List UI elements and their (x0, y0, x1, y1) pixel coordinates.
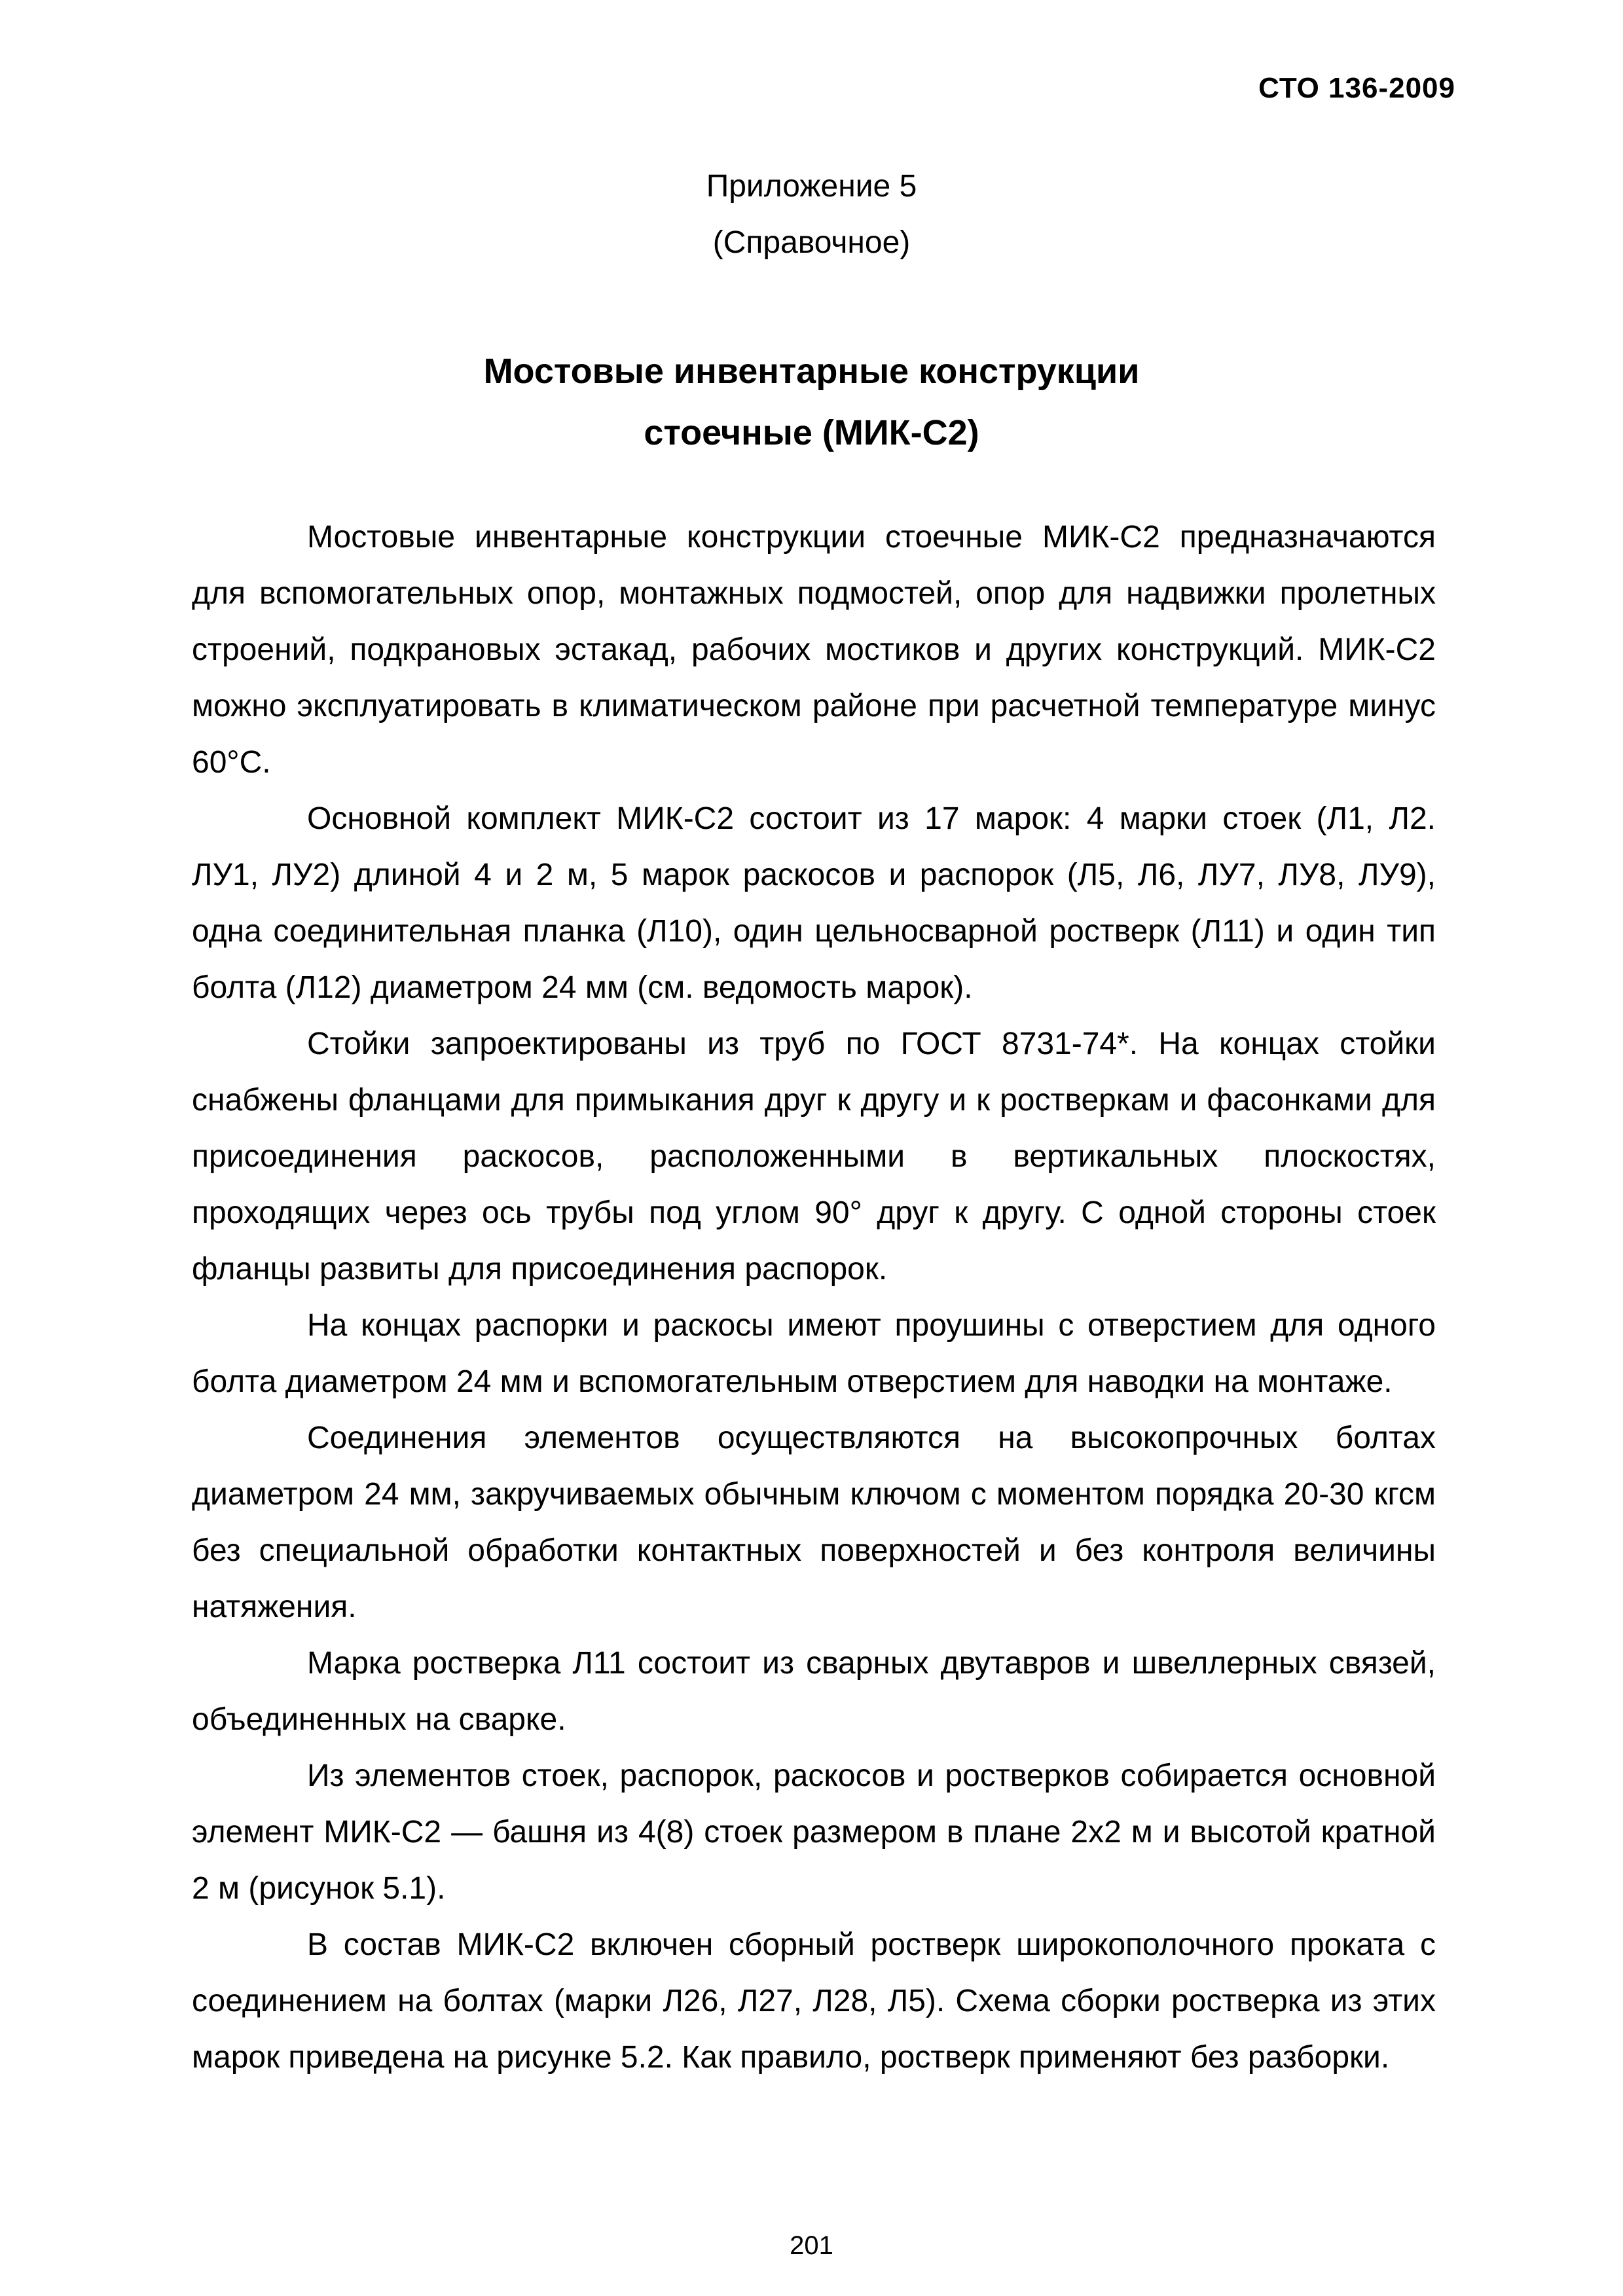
section-title-line-2: стоечные (МИК-С2) (644, 413, 979, 452)
appendix-title: Приложение 5 (706, 169, 917, 204)
paragraph: Основной комплект МИК-С2 состоит из 17 марок: 4 марки стоек (Л1, Л2. ЛУ1, ЛУ2) длиной 4 и 2 м, 5 марок раскосов и распорок (Л5, Л6, ЛУ7, ЛУ8, ЛУ9), одна соединительная планка (Л10), один цельносварной ростверк (Л11) и один тип болта (Л12) диаметром 24 мм (см. ведомость марок). (192, 801, 1436, 1005)
section-title (0, 340, 1623, 464)
paragraph: В состав МИК-С2 включен сборный ростверк широкополочного проката с соединением на болтах (марки Л26, Л27, Л28, Л5). Схема сборки ростверка из этих марок приведена на рисунке 5.2. Как правило, ростверк применяют без разборки. (192, 1927, 1436, 2075)
body-text (192, 509, 1436, 2086)
paragraph: Соединения элементов осуществляются на высокопрочных болтах диаметром 24 мм, закручиваемых обычным ключом с моментом порядка 20-30 кгсм без специальной обработки контактных поверхностей и без контроля величины натяжения. (192, 1421, 1436, 1624)
paragraph: Стойки запроектированы из труб по ГОСТ 8731-74*. На концах стойки снабжены фланцами для примыкания друг к другу и к ростверкам и фасонками для присоединения раскосов, расположенными в вертикальных плоскостях, проходящих через ось трубы под углом 90° друг к другу. С одной стороны стоек фланцы развиты для присоединения распорок. (192, 1027, 1436, 1286)
document-code: СТО 136-2009 (1258, 72, 1455, 104)
page-number: 201 (790, 2231, 833, 2260)
paragraph: Мостовые инвентарные конструкции стоечные МИК-С2 предназначаются для вспомогательных опор, монтажных подмостей, опор для надвижки пролетных строений, подкрановых эстакад, рабочих мостиков и других конструкций. МИК-С2 можно эксплуатировать в климатическом районе при расчетной температуре минус 60°С. (192, 520, 1436, 780)
section-title-line-1: Мостовые инвентарные конструкции (483, 352, 1140, 391)
appendix-type: (Справочное) (712, 225, 911, 260)
paragraph: Марка ростверка Л11 состоит из сварных двутавров и швеллерных связей, объединенных на сварке. (192, 1646, 1436, 1737)
paragraph: Из элементов стоек, распорок, раскосов и ростверков собирается основной элемент МИК-С2 — башня из 4(8) стоек размером в плане 2х2 м и высотой кратной 2 м (рисунок 5.1). (192, 1758, 1436, 1906)
paragraph: На концах распорки и раскосы имеют проушины с отверстием для одного болта диаметром 24 мм и вспомогательным отверстием для наводки на монтаже. (192, 1308, 1436, 1399)
